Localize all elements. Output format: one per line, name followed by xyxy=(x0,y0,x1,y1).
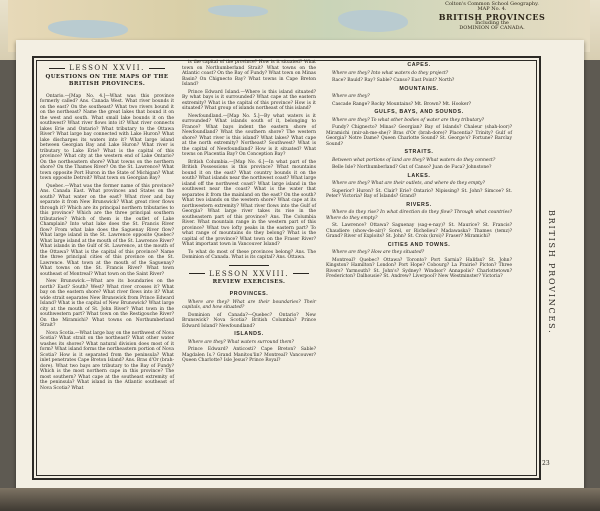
lakes-title: LAKES. xyxy=(407,172,431,179)
quebec-questions: Quebec.—What was the former name of this province? Ans. Canada East. What provinces and States on the south? What water on the east? What river and bay separate it from New Brunswick? What great river flows through it? Which are its principal northern tributaries to this province? Which are the three principal southern tributaries? Which of them is the outlet of Lake Champlain? Into what lake does the St. Francis River flow? From what lake does the Saguenay River flow? What large island in the St. Lawrence opposite Quebec? What large island at the mouth of the St. Lawrence River? What islands in the Gulf of St. Lawrence, at the mouth of the Ottawa? What is the capital of this province? Name the three principal cities of this province on the St. Lawrence. What town at the mouth of the Saguenay? What towns on the St. Francis River? What town southeast of Montreal? What town on the Saint River? xyxy=(40,183,174,277)
lesson-27-number: LESSON XXVII. xyxy=(40,66,174,72)
map-lake xyxy=(48,20,128,38)
gulfs-list: Fundy? Chignecto? Minas? Georgian? Bay of Islands? Chaleur (shah-loor)? Miramichi (mir-ah-me-she)? Bras d'Or (brah-dore)? Placentia? Trinity? Gulf of Georgia? Notre Dame? Queen Charlotte Sound? St. George's? Fortune? Barclay Sound? xyxy=(326,125,512,147)
provinces-title: PROVINCES. xyxy=(229,291,269,297)
straits-list: Belle Isle? Northumberland? Gut of Canso? Juan de Fuca? Johnstone? xyxy=(332,165,492,170)
capes-list: Race? Bauld? Ray? Sable? Canso? East Point? North? xyxy=(332,78,455,83)
column-1 xyxy=(40,60,174,393)
lakes-list: Superior? Huron? St. Clair? Erie? Ontario? Nipissing? St. John? Simcoe? St. Peter? Victoria? Bay of Islands? Grand? xyxy=(326,188,512,199)
capes-question: Where are they? Into what waters do they project? xyxy=(332,70,449,76)
map-title: BRITISH PROVINCES xyxy=(438,11,546,22)
nova-scotia-questions: Nova Scotia.—What large bay on the northwest of Nova Scotia? What strait on the northeast? What other water washes its shores? What natural division does most of it form? What island forms the northeastern portion of Nova Scotia? How is it separated from the peninsula? What inlet penetrates Cape Breton Island? Ans. Bras d'Or (brah-dore). What two bays are tributary to the Bay of Fundy? Which is the most northern cape in this province? The most southern? What cape at the southeast extremity of the peninsula? What island in the Atlantic southeast of Nova Scotia? What xyxy=(40,330,175,391)
rivers-question: Where do they rise? In what direction do they flow? Through what countries? Where do they empty? xyxy=(326,210,512,221)
divider xyxy=(229,265,269,266)
gulfs-question: Where are they? To what other bodies of water are they tributary? xyxy=(332,117,484,123)
cities-question: Where are they? How are they situated? xyxy=(332,250,425,255)
column-2 xyxy=(182,60,316,366)
map-lake xyxy=(208,5,268,17)
mountains-list: Cascade Range? Rocky Mountains? Mt. Brown? Mt. Hooker? xyxy=(332,101,472,107)
dominion-questions: To what do most of these provinces belong? Ans. The Dominion of Canada. What is its capital? Ans. Ottawa. xyxy=(182,249,316,260)
provinces-question: Where are they? What are their boundaries? Their capitals, and how situated? xyxy=(182,299,316,310)
lesson-27-heading: QUESTIONS ON THE MAPS OF THE BRITISH PROVINCES. xyxy=(45,73,169,87)
map-publisher: Colton's Common School Geography. xyxy=(445,1,539,7)
british-columbia-questions: British Columbia.—[Map No. 6.]—In what part of the British Possessions is this province? What mountains bound it on the east? What country bounds it on the south? What islands near the northwest coast? What large island off the northwest coast? What large island in the southwest near the coast? What is the water that separates it from the mainland on the east? On the south? What two islands on the western shore? What cape at its northwestern extremity? What river flows into the Gulf of Georgia? What large river takes its rise in the southeastern part of this province? Ans. The Columbia River. What mountain range in the western part of this province? What two lofty peaks in the eastern part? To what range of mountains do they belong? What is the capital of the province? What town on the Fraser River? What important town in Vancouver Island? xyxy=(182,159,316,247)
lesson-28-heading: REVIEW EXERCISES. xyxy=(212,279,286,285)
book-binding xyxy=(0,488,600,511)
capes-title: CAPES. xyxy=(407,62,431,68)
cities-list: Montreal? Quebec? Ottawa? Toronto? Port Sarnia? Halifax? St. John? Kingston? Hamilton? London? Port Hope? Cobourg? La Prairie? Picton? Three Rivers? Yarmouth? St. John's? Sydney? Windsor? Annapolis? Charlottetown? Fredericton? Dalhousie? St. Andrew? Liverpool? New Westminster? Victoria? xyxy=(326,257,512,279)
islands-title: ISLANDS. xyxy=(234,331,264,337)
lesson-28-number: LESSON XXVIII. xyxy=(182,272,316,278)
lakes-question: Where are they? What are their outlets, and where do they empty? xyxy=(332,181,485,186)
straits-question: Between what portions of land are they? What waters do they connect? xyxy=(332,157,496,163)
map-subtitle: Including the xyxy=(475,19,509,26)
mountains-question: Where are they? xyxy=(332,94,370,99)
rivers-list: St. Lawrence? Ottawa? Saguenay (sag-e-nay)? St. Maurice? St. Francis? Chaudiere (show-de-air)? Sorel, or Richelieu? Madawaska? Thames (temz)? Grand? River of Exploits? St. John? St. Croix (kroi)? Fraser? Miramichi? xyxy=(326,223,512,239)
newfoundland-questions: Newfoundland.—[Map No. 5.]—By what waters is it surrounded? What islands south of it, belonging to France? What bays indent the eastern shore of Newfoundland? What the southern shore? The western shore? What river is this island? What lakes? What cape at the north extremity? Northeast? Southwest? What is the capital of Newfoundland? How is it situated? What towns on Placentia Bay? On Conception Bay? xyxy=(182,113,316,157)
straits-title: STRAITS. xyxy=(404,149,434,155)
map-sea xyxy=(338,10,408,32)
gulfs-title: GULFS, BAYS, AND SOUNDS. xyxy=(374,109,464,115)
nova-scotia-continued: is the capital of the province? How is it situated? What town on Northumberland Strait? What towns on the Atlantic coast? On the Bay of Fundy? What town on Minas Basin? On Chignecto Bay? What towns in Cape Breton Island? xyxy=(182,60,316,87)
pei-questions: Prince Edward Island.—Where is this island situated? By what bays is it surrounded? What cape at the eastern extremity? What is the capital of this province? How is it situated? What group of islands northeast of this island? xyxy=(182,89,316,111)
islands-list: Prince Edward? Anticosti? Cape Breton? Sable? Magdalen Is.? Grand Manitou'lin? Montreal? Vancouver? Queen Charlotte? Isle Jesus? Prince Royal? xyxy=(182,347,316,363)
running-side-title: BRITISH PROVINCES. xyxy=(547,210,556,335)
mountains-title: MOUNTAINS. xyxy=(399,85,439,92)
ontario-questions: Ontario.—[Map No. 4.]—What was this province formerly called? Ans. Canada West. What river bounds it on the east? On the southeast? What two rivers bound it on the northeast? Name the great lakes that bound it on the west and south. What small lake bounds it on the southwest? What river flows into it? What river connects lakes Erie and Ontario? What tributary to the Ottawa River? What large bay connected with Lake Huron? What lake discharges its waters into it? What large island between Georgian Bay and Lake Huron? What river is tributary to Lake Erie? What is the capital of this province? What city at the western end of Lake Ontario? On the northeastern shore? What towns on the northern shore? On the Thames River? On the St. Lawrence? What town opposite Port Huron in the State of Michigan? What town opposite Detroit? What town on Georgian Bay? xyxy=(40,93,174,181)
provinces-list: Dominion of Canada?—Quebec? Ontario? New Brunswick? Nova Scotia? British Columbia? Prince Edward Island? Newfoundland? xyxy=(182,312,316,329)
page-number: 23 xyxy=(542,460,550,467)
cities-title: CITIES AND TOWNS. xyxy=(387,241,451,248)
islands-question: Where are they? What waters surround them? xyxy=(188,339,294,345)
map-title-block xyxy=(432,2,552,31)
map-dominion: DOMINION OF CANADA. xyxy=(459,25,525,32)
column-3 xyxy=(326,60,512,282)
rivers-title: RIVERS. xyxy=(406,201,432,208)
new-brunswick-questions: New Brunswick.—What are its boundaries on the north? East? South? West? What river crosses it? What bay on the eastern shore? What river flows into it? What wide strait separates New Brunswick from Prince Edward Island? What is the capital of New Brunswick? What large city at the mouth of St. John River? What town in the southwestern part? What town on the Restigouche River? On the Miramichi? What towns on Northumberland Strait? xyxy=(40,279,174,328)
map-number: MAP No. 4. xyxy=(477,6,507,13)
